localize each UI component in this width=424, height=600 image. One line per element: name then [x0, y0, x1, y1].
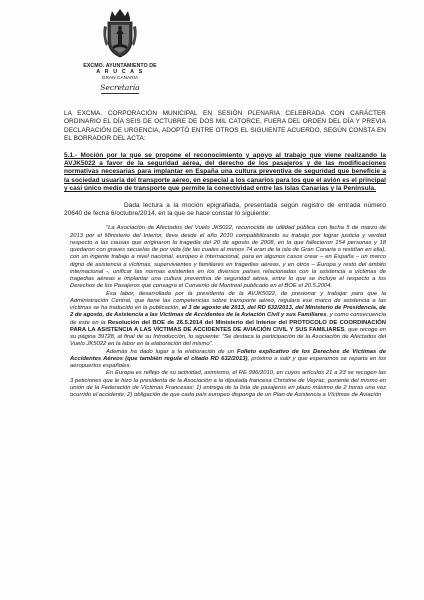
quote-p3-text: Además ha dado lugar a la elaboración de un: [106, 348, 237, 355]
letterhead-department: Secretaría: [100, 82, 140, 92]
quote-paragraph-4: En Europa es reflejo de su actividad, asimismo, el RE 996/2010, en cuyos artículos 21 a 23 se recogen las 3 peticiones que le hizo la presidenta de la Asociación a la diputada francesa Christine de Veyrac, ponente del mismo en unión de la Federación de Víctimas Francesas: 1) entrega de la lista de pasajeros en plazo máximo de 2 horas una vez ocurrido el accidente; 2) obligación de que cada país europeo disponga de un Plan de Asistencia a Víctimas de Aviación: [70, 370, 386, 399]
quote-p2-text: Esa labor, desarrollada por la presidenta de la AVJK5022, de presionar y trabajar para que la Administración Central, que tiene las competencias sobre transporte aéreo, regulara ese marco de asistencia a las víctimas se ha traducido en la publicación,: [70, 290, 386, 312]
letterhead-institution: EXCMO. AYUNTAMIENTO DE: [83, 63, 157, 69]
quote-p2-rd-reference: el 3 de agosto de 2013, del RD 632/2013, del Ministerio de Presidencia, de 2 de agosto, de Asistencia a las Víctimas de Accidentes de la Aviación Civil y sus Familiares: [70, 305, 386, 319]
coat-of-arms-icon: [100, 8, 140, 60]
letterhead-rule: [101, 93, 139, 94]
letterhead-island: GRAN CANARIA: [101, 75, 139, 81]
letterhead: [60, 8, 180, 94]
quote-p2-boe-resolution: Resolución del BOE de 26.5.2014 del Ministerio del Interior del PROTOCOLO DE COORDINACIÓN PARA LA ASISTENCIA A LAS VÍCTIMAS DE ACCIDENTES DE AVIACIÓN CIVIL Y SUS FAMILIARES: [70, 319, 387, 333]
reading-paragraph: Dada lectura a la moción epigrafiada, presentada según registro de entrada número 20640 de fecha 6/octubre/2014, en la que se hace constar lo siguiente:: [64, 201, 386, 218]
letterhead-town: A R U C A S: [96, 69, 144, 76]
quote-p2-text-3: , que recoge en su página 39728, al final de su Introducción, lo siguiente: "Se destaca la participación de la Asociación de Afectados del Vuelo JK5022 en la labor en la elaboración del mismo".: [70, 326, 386, 348]
quoted-motion-text: [70, 225, 386, 399]
intro-paragraph: LA EXCMA. CORPORACIÓN MUNICIPAL EN SESIÓN PLENARIA CELEBRADA CON CARÁCTER ORDINARIO EL DÍA SEIS DE OCTUBRE DE DOS MIL CATORCE, FUERA DEL ORDEN DEL DÍA Y PREVIA DECLARACIÓN DE URGENCIA, ADOPTÓ ENTRE OTROS EL SIGUIENTE ACUERDO, SEGÚN CONSTA EN EL BORRADOR DEL ACTA:: [64, 110, 386, 143]
quote-paragraph-1: "La Asociación de Afectados del Vuelo JK5022, reconocida de utilidad pública con fecha 5 de marzo de 2013 por el Ministerio del Interior, lleva desde el año 2010 compatibilizando su trabajo por lograr justicia y verdad respecto a las causas que originaron la tragedia del 20 de agosto de 2008, en la que fallecieron 154 personas y 18 quedaron con graves secuelas de por vida (de las cuales al menos 74 eran de la isla de Gran Canaria o residían en ella), con un ingente trabajo a nivel nacional, europeo e internacional, para en algunos casos crear – en España – un marco digno de asistencia a víctimas, supervivientes y familiares en tragedias aéreas, y en otros – Europa y resto del ámbito internacional -, unificar las normas existentes en los diversos países relacionadas con la asistencia a víctimas de tragedias aéreas e implantar una cultura preventiva de seguridad aérea, entre lo que se incluye el respecto a los Derechos de los Pasajeros que consagra el Convenio de Montreal publicado en el BOE el 20.5.2004.: [70, 225, 386, 290]
quote-paragraph-3: [70, 349, 386, 371]
document-body: [64, 110, 386, 399]
motion-heading: 5.1.- Moción por la que se propone el reconocimiento y apoyo al trabajo que viene realizando la AVJK5022 a favor de la seguridad aérea, del derecho de los pasajeros y de las modificaciones normativas necesarias para implantar en España una cultura preventiva de seguridad que beneficie a la sociedad usuaria del transporte aéreo, en especial a los canarios para los que el avión es el principal y casi único medio de transporte que permite la conectividad entre las Islas Canarias y la Península.: [64, 151, 386, 193]
quote-paragraph-2: [70, 291, 386, 349]
quote-p2-text-2: , y como consecuencia de este en la: [70, 312, 386, 326]
quote-p3-leaflet: Folleto explicativo de los Derechos de Víctimas de Accidentes Aéreos (que también regula el citado RD 632/2013): [70, 348, 386, 362]
quote-p3-text-2: , próximo a salir y que esperamos se reparta en los aeropuertos españoles.: [70, 355, 386, 370]
